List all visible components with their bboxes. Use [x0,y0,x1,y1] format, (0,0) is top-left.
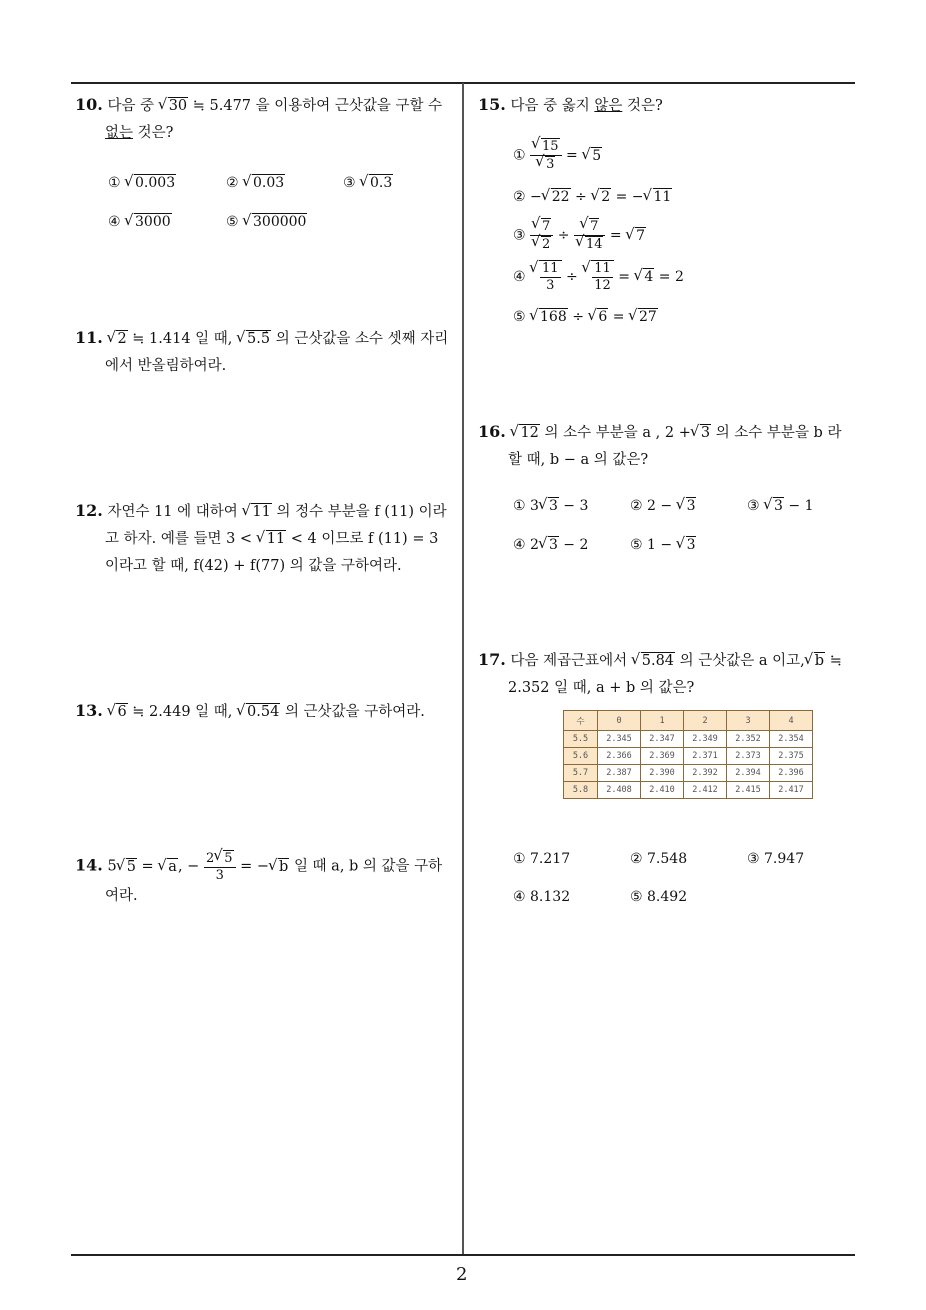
table-header-row: 수 0 1 2 3 4 [564,711,813,731]
q17-option-1[interactable]: ① 7.217 [513,851,571,867]
q10-option-2[interactable]: ② √ 0.03 [226,174,285,191]
q10-option-4[interactable]: ④ √ 3000 [108,213,172,230]
q10-option-1[interactable]: ① √ 0.003 [108,174,176,191]
q15-option-4[interactable]: ④ √ $\frac{11}{3}$ ÷ √ $\frac{11}{12}$ = √ 4 = 2 [513,260,684,294]
q17-option-2[interactable]: ② 7.548 [630,851,688,867]
q15-option-1[interactable]: ① √ 15 √ 3 = √ 5 [513,138,602,173]
column-divider [462,83,464,1255]
question-number: 17. [478,650,506,669]
q16-option-1[interactable]: ① 3√ 3 − 3 [513,497,588,514]
question-number: 11. [75,328,103,347]
page-number: 2 [456,1264,468,1285]
sqrt: √ 30 [159,93,188,120]
table-row: 5.5 2.345 2.347 2.349 2.352 2.354 [564,731,813,748]
question-number: 14. [75,855,103,875]
question-number: 15. [478,95,506,114]
q17-option-4[interactable]: ④ 8.132 [513,889,571,905]
question-17: 17. 다음 제곱근표에서 √ 5.84 의 근삿값은 a 이고,√ b ≒ 2.352 일 때, a + b 의 값은? [478,646,863,702]
square-root-table [563,710,813,799]
question-14: 14. 5√ 5 = √ a, − $\frac{2√ 5}{3}$ = −√ b 일 때 a, b 의 값을 구하 여라. [75,850,460,910]
q16-option-2[interactable]: ② 2 − √ 3 [630,497,696,514]
question-16: 16. √ 12 의 소수 부분을 a , 2 +√ 3 의 소수 부분을 b 라 할 때, b − a 의 값은? [478,418,863,474]
table-row: 5.6 2.366 2.369 2.371 2.373 2.375 [564,748,813,765]
question-12: 12. 자연수 11 에 대하여 √ 11 의 정수 부분을 f (11) 이라 고 하자. 예를 들면 3 < √ 11 < 4 이므로 f (11) = 3 이라고 할 때, f(42) + f(77) 의 값을 구하여라. [75,497,460,580]
q15-option-3[interactable]: ③ √ 7 √ 2 ÷ √ 7 √ 14 = √ 7 [513,218,646,253]
q16-option-3[interactable]: ③ √ 3 − 1 [747,497,813,514]
question-number: 16. [478,422,506,441]
question-15: 15. 다음 중 옳지 않은 것은? [478,95,663,114]
table-row: 5.8 2.408 2.410 2.412 2.415 2.417 [564,782,813,799]
q10-option-5[interactable]: ⑤ √ 300000 [226,213,307,230]
q10-option-3[interactable]: ③ √ 0.3 [343,174,393,191]
question-number: 10. [75,95,103,114]
table-row: 5.7 2.387 2.390 2.392 2.394 2.396 [564,765,813,782]
question-number: 12. [75,501,103,520]
q17-option-5[interactable]: ⑤ 8.492 [630,889,688,905]
question-11: 11. √ 2 ≒ 1.414 일 때, √ 5.5̇ 의 근삿값을 소수 셋째 자리 에서 반올림하여라. [75,324,460,380]
question-number: 13. [75,701,103,720]
fraction: $\frac{2√ 5}{3}$ [204,850,236,883]
question-10: 10. 다음 중 √ 30 ≒ 5.477 을 이용하여 근삿값을 구할 수 없는 것은? [75,91,460,147]
question-13: 13. √ 6 ≒ 2.449 일 때, √ 0.54 의 근삿값을 구하여라. [75,697,460,726]
q15-option-2[interactable]: ② −√ 22 ÷ √ 2 = −√ 11 [513,188,672,205]
q15-option-5[interactable]: ⑤ √ 168 ÷ √ 6 = √ 27 [513,308,658,325]
q16-option-5[interactable]: ⑤ 1 − √ 3 [630,536,696,553]
q17-option-3[interactable]: ③ 7.947 [747,851,805,867]
bottom-rule [71,1254,855,1256]
q16-option-4[interactable]: ④ 2√ 3 − 2 [513,536,588,553]
